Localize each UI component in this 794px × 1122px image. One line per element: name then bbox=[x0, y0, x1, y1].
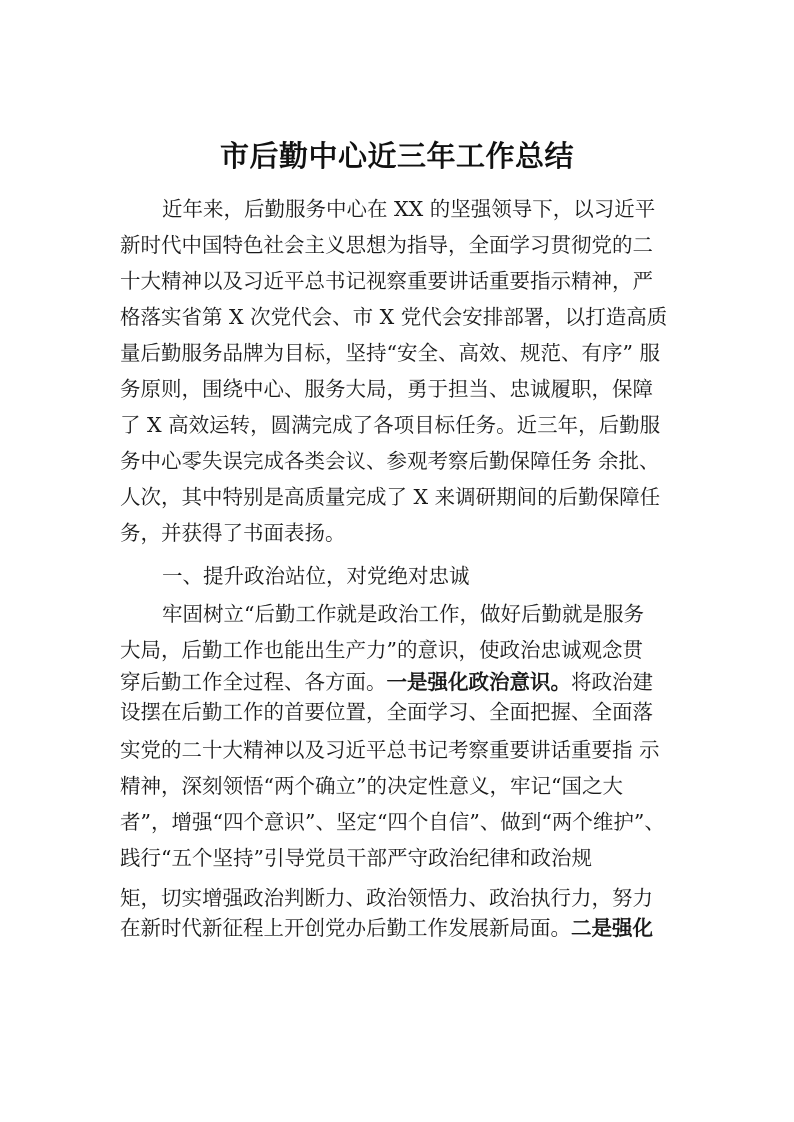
paragraph-line bbox=[120, 669, 653, 695]
paragraph-line: 务原则，围绕中心、服务大局，勇于担当、忠诚履职，保障 bbox=[120, 377, 653, 401]
paragraph-line: 务，并获得了书面表扬。 bbox=[120, 521, 346, 545]
paragraph-line: 牢固树立“后勤工作就是政治工作，做好后勤就是服务 bbox=[162, 602, 644, 626]
paragraph-line: 大局，后勤工作也能出生产力”的意识，使政治忠诚观念贯 bbox=[120, 638, 643, 662]
page-title: 市后勤中心近三年工作总结 bbox=[219, 139, 574, 173]
bold-lead-phrase: 二是强化 bbox=[571, 916, 653, 940]
paragraph-line: 人次，其中特别是高质量完成了 X 来调研期间的后勤保障任 bbox=[120, 485, 661, 509]
paragraph-line: 量后勤服务品牌为目标，坚持“安全、高效、规范、有序” 服 bbox=[120, 341, 660, 365]
paragraph-line: 了 X 高效运转，圆满完成了各项目标任务。近三年，后勤服 bbox=[120, 413, 661, 437]
paragraph-line: 十大精神以及习近平总书记视察重要讲话重要指示精神，严 bbox=[120, 269, 653, 293]
paragraph-line: 践行“五个坚持”引导党员干部严守政治纪律和政治规 bbox=[120, 846, 592, 870]
paragraph-text: 在新时代新征程上开创党办后勤工作发展新局面。 bbox=[120, 916, 571, 940]
paragraph-line: 实党的二十大精神以及习近平总书记考察重要讲话重要指 示 bbox=[120, 738, 660, 762]
paragraph-text: 穿后勤工作全过程、各方面。 bbox=[120, 670, 387, 694]
paragraph-line: 设摆在后勤工作的首要位置，全面学习、全面把握、全面落 bbox=[120, 700, 653, 724]
section-heading: 一、提升政治站位，对党绝对忠诚 bbox=[162, 564, 470, 588]
paragraph-line: 务中心零失误完成各类会议、参观考察后勤保障任务 余批、 bbox=[120, 449, 660, 473]
paragraph-line: 精神，深刻领悟“两个确立”的决定性意义，牢记“国之大 bbox=[120, 774, 623, 798]
bold-lead-phrase: 一是强化政治意识。 bbox=[386, 670, 571, 694]
paragraph-line: 者”，增强“四个意识”、坚定“四个自信”、做到“两个维护”、 bbox=[120, 810, 665, 834]
paragraph-line: 近年来，后勤服务中心在 XX 的坚强领导下，以习近平 bbox=[162, 197, 656, 221]
paragraph-line: 矩，切实增强政治判断力、政治领悟力、政治执行力，努力 bbox=[120, 886, 653, 910]
paragraph-line: 新时代中国特色社会主义思想为指导，全面学习贯彻党的二 bbox=[120, 233, 653, 257]
paragraph-line bbox=[120, 915, 653, 941]
paragraph-text: 将政治建 bbox=[571, 670, 653, 694]
paragraph-line: 格落实省第 X 次党代会、市 X 党代会安排部署，以打造高质 bbox=[120, 305, 668, 329]
